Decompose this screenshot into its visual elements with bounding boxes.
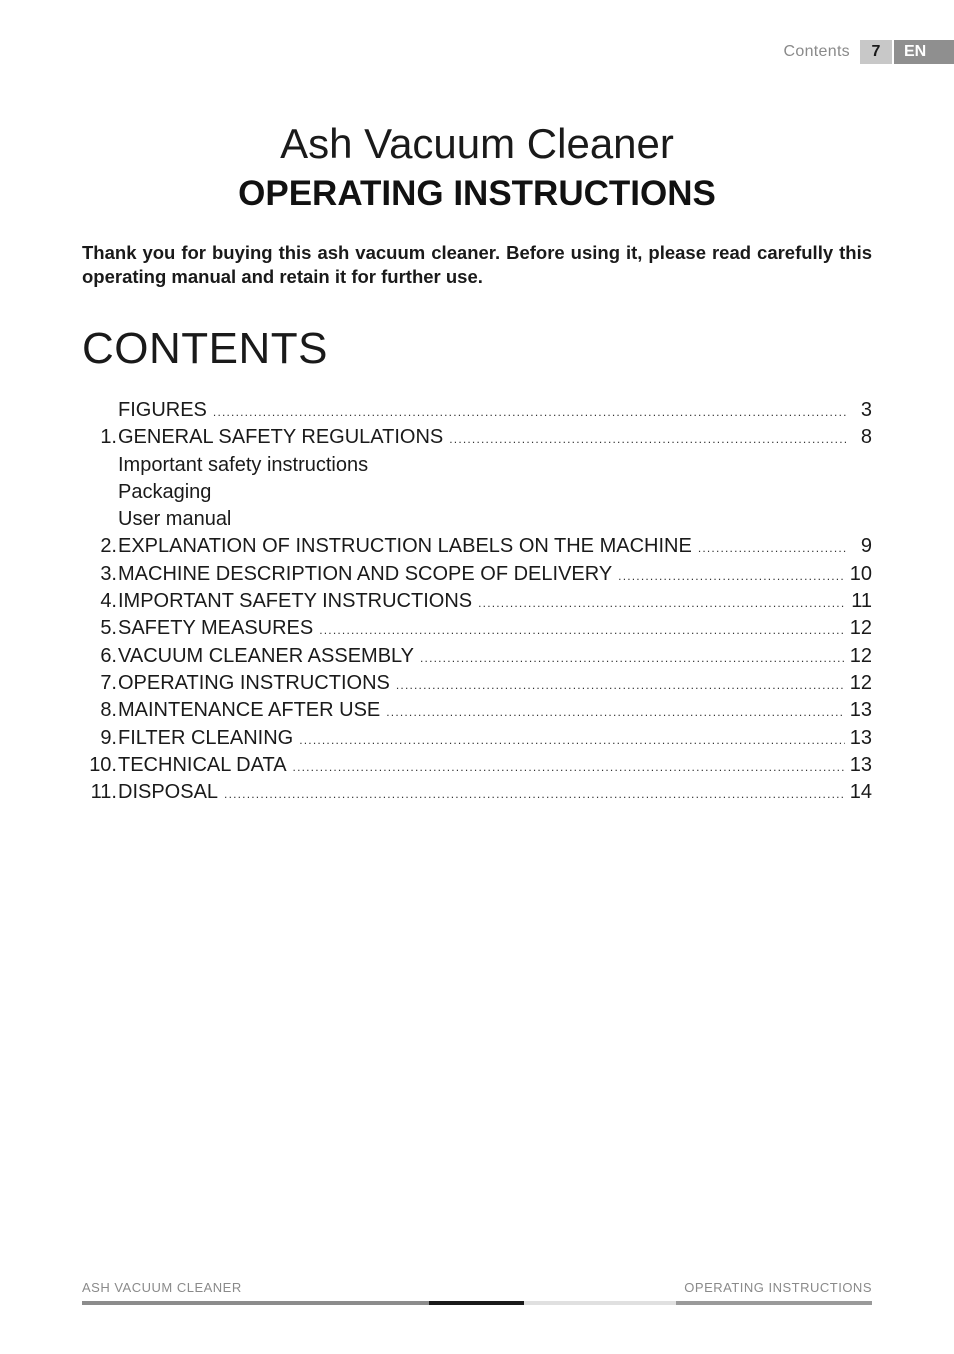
toc-entry	[82, 672, 872, 699]
toc-dot-leader	[319, 623, 845, 637]
toc-entry-page: 12	[849, 644, 872, 667]
toc-entry-number: 10.	[89, 753, 117, 776]
toc-entry-title: EXPLANATION OF INSTRUCTION LABELS ON THE MACHINE	[118, 535, 692, 558]
toc-entry-title: IMPORTANT SAFETY INSTRUCTIONS	[118, 590, 473, 613]
toc-entry-title: FIGURES	[118, 399, 207, 421]
toc-entry-page: 9	[860, 535, 872, 558]
toc-entry	[82, 645, 872, 672]
footer-left-label: ASH VACUUM CLEANER	[82, 1280, 242, 1295]
toc-entry-title: DISPOSAL	[118, 781, 219, 804]
toc-entry-title: OPERATING INSTRUCTIONS	[118, 671, 390, 694]
toc-dot-leader	[449, 432, 847, 446]
footer-right-label: OPERATING INSTRUCTIONS	[684, 1280, 872, 1295]
toc-entry-page: 10	[849, 562, 872, 585]
toc-entry-page: 13	[849, 726, 872, 749]
toc-entry	[82, 727, 872, 754]
toc-entry	[82, 454, 872, 481]
toc-entry-title: GENERAL SAFETY REGULATIONS	[118, 426, 444, 449]
toc-entry	[82, 590, 872, 617]
toc-entry	[82, 617, 872, 644]
toc-entry	[82, 754, 872, 781]
toc-entry-page: 14	[849, 781, 872, 804]
footer-bar-segment	[676, 1301, 872, 1305]
toc-dot-leader	[386, 705, 844, 719]
toc-entry-number: 8.	[100, 699, 117, 722]
intro-paragraph: Thank you for buying this ash vacuum cleaner. Before using it, please read carefully this operating manual and retain it for further use.	[82, 242, 872, 287]
toc-entry	[82, 426, 872, 453]
toc-entry	[82, 781, 872, 808]
toc-dot-leader	[299, 733, 845, 747]
footer-bar-segment	[82, 1301, 429, 1305]
contents-heading: CONTENTS	[82, 324, 328, 373]
toc-entry-number: 11.	[90, 781, 117, 804]
document-title: Ash Vacuum Cleaner	[280, 120, 674, 167]
toc-entry-page: 8	[860, 426, 872, 449]
footer-color-bar	[82, 1301, 872, 1305]
toc-entry-page: 12	[849, 671, 872, 694]
toc-entry-page: 13	[849, 699, 872, 722]
toc-entry-page: 13	[849, 753, 872, 776]
toc-entry-title: FILTER CLEANING	[118, 726, 294, 749]
header-section-label: Contents	[783, 43, 850, 60]
toc-entry-page: 11	[851, 590, 872, 613]
toc-dot-leader	[478, 596, 846, 610]
toc-entry-number: 3.	[100, 562, 117, 585]
toc-entry	[82, 535, 872, 562]
toc-entry-title: MACHINE DESCRIPTION AND SCOPE OF DELIVERY	[118, 562, 613, 585]
toc-entry-title: TECHNICAL DATA	[118, 753, 287, 776]
toc-entry	[82, 399, 872, 426]
toc-entry-number: 7.	[100, 671, 117, 694]
toc-entry-title: User manual	[118, 508, 232, 531]
toc-entry-number: 1.	[100, 426, 117, 449]
header-language-badge: EN	[894, 40, 954, 64]
toc-entry-number: 6.	[100, 644, 117, 667]
header-page-number: 7	[860, 40, 892, 64]
toc-entry-title: Important safety instructions	[118, 453, 369, 476]
toc-entry-number: 4.	[100, 590, 117, 613]
toc-dot-leader	[420, 651, 845, 665]
page-header-tab	[784, 40, 954, 64]
toc-entry-number: 5.	[100, 617, 117, 640]
toc-entry-title: Packaging	[118, 480, 212, 503]
toc-dot-leader	[213, 405, 847, 419]
toc-entry-page: 3	[860, 399, 872, 421]
footer-bar-segment	[429, 1301, 524, 1305]
toc-dot-leader	[618, 569, 845, 583]
footer-bar-segment	[524, 1301, 676, 1305]
toc-entry	[82, 699, 872, 726]
toc-entry	[82, 508, 872, 535]
table-of-contents	[82, 399, 872, 808]
toc-entry-page: 12	[849, 617, 872, 640]
document-subtitle: OPERATING INSTRUCTIONS	[238, 174, 716, 213]
toc-dot-leader	[698, 541, 847, 555]
toc-dot-leader	[396, 678, 845, 692]
toc-entry-number: 2.	[100, 535, 117, 558]
toc-entry-title: SAFETY MEASURES	[118, 617, 314, 640]
toc-dot-leader	[224, 787, 845, 801]
toc-entry-number: 9.	[100, 726, 117, 749]
toc-entry-title: MAINTENANCE AFTER USE	[118, 699, 381, 722]
toc-entry	[82, 481, 872, 508]
toc-entry	[82, 563, 872, 590]
toc-entry-title: VACUUM CLEANER ASSEMBLY	[118, 644, 415, 667]
toc-dot-leader	[293, 760, 845, 774]
